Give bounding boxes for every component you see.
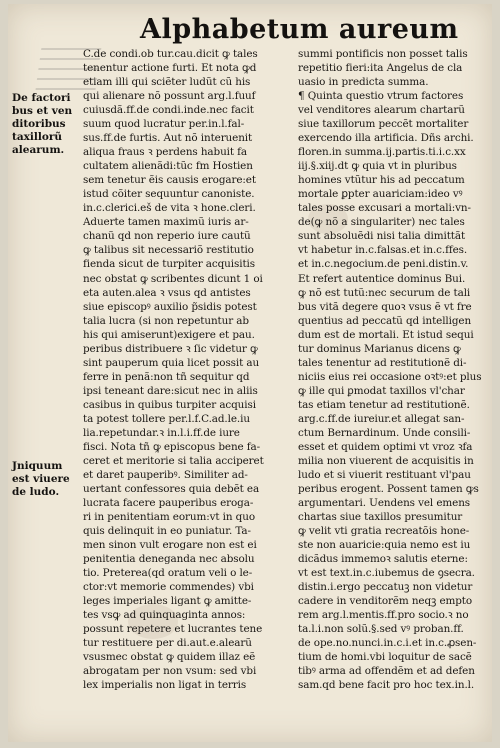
text-line: sus.ff.de furtis. Aut nõ interuenit bbox=[83, 132, 253, 145]
text-line: arg.c.ff.de iureiur.et allegat san- bbox=[298, 412, 465, 425]
text-line: uasio in predicta summa. bbox=[298, 76, 429, 89]
text-line: tales posse excusari a mortali:vn- bbox=[298, 202, 471, 215]
text-line: aliqua fraus ꝛ perdens habuit fa bbox=[83, 146, 248, 159]
text-line: Et refert autentice dominus Bui. bbox=[298, 272, 466, 285]
text-line: fisci. Nota tñ ꝙ episcopus bene fa- bbox=[83, 440, 261, 453]
text-line: ctum Bernardinum. Unde consili- bbox=[298, 426, 471, 439]
text-line: men sinon vult erogare non est ei bbox=[83, 539, 257, 552]
margin-note-line: alearum. bbox=[12, 144, 65, 156]
text-line: etiam illi qui sciẽter ludũt cũ his bbox=[83, 76, 251, 89]
text-line: floren.in summa.ij.partis.ti.i.c.xx bbox=[298, 146, 466, 159]
margin-note-dealers bbox=[12, 92, 72, 157]
text-line: Aduerte tamen maximũ iuris ar- bbox=[83, 216, 249, 229]
text-line: dicãdus immemoꝛ salutis eterne: bbox=[298, 553, 468, 566]
text-line: casibus in quibus turpiter acquisi bbox=[83, 398, 256, 411]
text-line: his qui amiserunt)exigere et pau. bbox=[83, 328, 255, 341]
text-line: abrogatam per non vsum: sed vbi bbox=[83, 665, 257, 678]
text-line: tur restituere per di.aut.e.alearũ bbox=[83, 637, 252, 650]
text-line: C.de condi.ob tur.cau.dicit ꝙ tales bbox=[83, 48, 258, 60]
text-line: cuiusdã.ff.de condi.inde.nec facit bbox=[83, 104, 254, 117]
text-line: sem tenetur ẽis causis erogare:et bbox=[83, 174, 256, 187]
text-line: quentius ad peccatũ qd intelligen bbox=[298, 314, 472, 327]
text-line: dum est de mortali. Et istud sequi bbox=[298, 328, 474, 341]
text-line: summi pontificis non posset talis bbox=[298, 48, 468, 60]
page-title: Alphabetum aureum bbox=[140, 14, 459, 45]
margin-note-line: Jniquum bbox=[12, 460, 63, 472]
margin-note-line: De factori bbox=[12, 92, 71, 104]
text-line: suum quod lucratur per.in.l.fal- bbox=[83, 118, 245, 131]
text-line: de ope.no.nunci.in.c.i.et in.c.ꝓsen- bbox=[298, 637, 477, 650]
text-line: fienda sicut de turpiter acquisitis bbox=[83, 258, 255, 271]
text-line: ceret et meritorie si talia acciperet bbox=[83, 454, 264, 467]
text-line: iij.§.xiij.dt ꝙ quia vt in pluribus bbox=[298, 160, 457, 173]
text-line: uertant confessores quia debẽt ea bbox=[83, 482, 260, 495]
text-line: distin.i.ergo peccatuꝫ non videtur bbox=[298, 581, 473, 594]
text-line: talia lucra (si non repetuntur ab bbox=[83, 314, 249, 327]
text-line: vt habetur in.c.falsas.et in.c.ffes. bbox=[298, 244, 468, 257]
text-line: vsusmec obstat ꝙ quidem illaz eẽ bbox=[83, 651, 256, 664]
text-line: tes vsꝙ ad quinquaginta annos: bbox=[83, 609, 246, 622]
text-line: peribus erogent. Possent tamen ꝙs bbox=[298, 482, 479, 495]
text-line: ta potest tollere per.l.f.C.ad.le.iu bbox=[83, 412, 250, 425]
text-line: quis delinquit in eo puniatur. Ta- bbox=[83, 525, 251, 538]
text-line: lia.repetundar.ꝛ in.l.i.ff.de iure bbox=[83, 426, 240, 439]
text-line: in.c.clerici.eš de vita ꝛ hone.cleri. bbox=[83, 202, 256, 215]
text-line: bus vitã degere quoꝛ vsus ẽ vt fre bbox=[298, 300, 472, 313]
text-line: ctor:vt memorie commendes) vbi bbox=[83, 581, 254, 594]
text-line: ꝙ velit vti gratia recreatõis hone- bbox=[298, 525, 470, 538]
text-line: ꝙ nõ est tutũ:nec securum de tali bbox=[298, 286, 471, 299]
text-line: tium de homi.vbi loquitur de sacẽ bbox=[298, 651, 472, 664]
margin-note-line: est viuere bbox=[12, 473, 70, 485]
text-column-left bbox=[83, 47, 298, 692]
text-line: siue taxillorum peccẽt mortaliter bbox=[298, 118, 469, 131]
text-line: milia non viuerent de acquisitis in bbox=[298, 454, 474, 467]
text-line: tas etiam tenetur ad restitutionẽ. bbox=[298, 398, 470, 411]
margin-note-gambling bbox=[12, 460, 70, 499]
text-line: istud cõiter sequuntur canoniste. bbox=[83, 188, 255, 201]
text-line: peribus distribuere ꝛ ſic videtur ꝙ bbox=[83, 342, 258, 355]
text-line: cultatem alienãdi:tũc fm Hostien bbox=[83, 160, 253, 173]
text-line: exercendo illa artificia. Dñs archi. bbox=[298, 132, 474, 145]
text-column-right bbox=[298, 47, 496, 692]
margin-note-line: taxillorũ bbox=[12, 131, 63, 143]
text-line: ꝙ talibus sit necessariõ restitutio bbox=[83, 244, 254, 257]
text-line: repetitio fieri:ita Angelus de cla bbox=[298, 62, 463, 75]
text-line: tio. Preterea(qd oratum veli o le- bbox=[83, 567, 253, 580]
text-line: et daret pauperibꝰ. Similiter ad- bbox=[83, 468, 248, 481]
text-line: chartas siue taxillos presumitur bbox=[298, 511, 463, 524]
text-line: sunt absoluẽdi nisi talia dimittãt bbox=[298, 230, 466, 243]
text-line: tibꝰ arma ad offendẽm et ad defen bbox=[298, 665, 475, 678]
text-line: mortale ꝑpter auariciam:ideo vꝰ bbox=[298, 188, 463, 201]
text-line: possunt repetere et lucrantes tene bbox=[83, 623, 263, 636]
text-line: sam.qd bene facit pro hoc tex.in.l. bbox=[298, 679, 475, 692]
text-line: qui alienare nõ possunt arg.l.fuuf bbox=[83, 90, 256, 103]
text-line: niciis eius rei occasione oꝛtꝰ:et plus bbox=[298, 370, 482, 383]
text-line: rem arg.l.mentis.ff.pro socio.ꝛ no bbox=[298, 609, 469, 622]
text-line: ludo et si viuerit restituant vl'pau bbox=[298, 468, 471, 481]
text-line: penitentia deneganda nec absolu bbox=[83, 553, 255, 566]
text-line: ta.l.i.non solũ.§.sed vꝰ proban.ff. bbox=[298, 623, 464, 636]
text-line: vel venditores alearum chartarũ bbox=[298, 104, 465, 117]
text-line: ¶ Quinta questio vtrum factores bbox=[298, 90, 464, 103]
text-line: sint pauperum quia licet possit au bbox=[83, 356, 260, 369]
text-line: esset et quidem optimi vt vroz ꝛfa bbox=[298, 440, 473, 453]
text-line: tenentur actione furti. Et nota ꝙd bbox=[83, 62, 257, 75]
text-line: lucrata facere pauperibus eroga- bbox=[83, 497, 254, 509]
text-line: lex imperialis non ligat in terris bbox=[83, 679, 247, 692]
text-line: ipsi teneant dare:sicut nec in aliis bbox=[83, 384, 258, 397]
text-line: ste non auaricie:quia nemo est iu bbox=[298, 539, 471, 552]
text-line: homines vtũtur his ad peccatum bbox=[298, 174, 465, 187]
margin-note-line: de ludo. bbox=[12, 486, 60, 498]
text-line: eta auten.alea ꝛ vsus qd antistes bbox=[83, 286, 251, 299]
text-line: tur dominus Marianus dicens ꝙ bbox=[298, 342, 461, 355]
text-line: ꝙ ille qui ꝑmodat taxillos vl'char bbox=[298, 384, 465, 397]
text-line: chanũ qd non reperio iure cautũ bbox=[83, 230, 251, 243]
text-line: nec obstat ꝙ scribentes dicunt 1 oi bbox=[83, 272, 263, 285]
text-line: tales tenentur ad restitutionẽ di- bbox=[298, 356, 467, 369]
text-line: ferre in penã:non tñ sequitur qd bbox=[83, 370, 250, 383]
text-line: siue episcopꝰ auxilio p̃sidis potest bbox=[83, 300, 257, 313]
text-line: vt est text.in.c.iubemus de ꝯsecra. bbox=[298, 567, 475, 580]
margin-note-line: ditoribus bbox=[12, 118, 66, 130]
text-line: ri in penitentiam eorum:vt in quo bbox=[83, 511, 255, 524]
text-line: argumentari. Uendens vel emens bbox=[298, 497, 471, 509]
text-line: et in.c.negocium.de peni.distin.v. bbox=[298, 258, 469, 271]
text-line: cadere in venditorẽm neqꝫ empto bbox=[298, 595, 473, 608]
text-line: leges imperiales ligant ꝙ amitte- bbox=[83, 595, 252, 608]
margin-note-line: bus et ven bbox=[12, 105, 73, 117]
text-line: de(ꝙ nõ a singulariter) nec tales bbox=[298, 216, 465, 229]
